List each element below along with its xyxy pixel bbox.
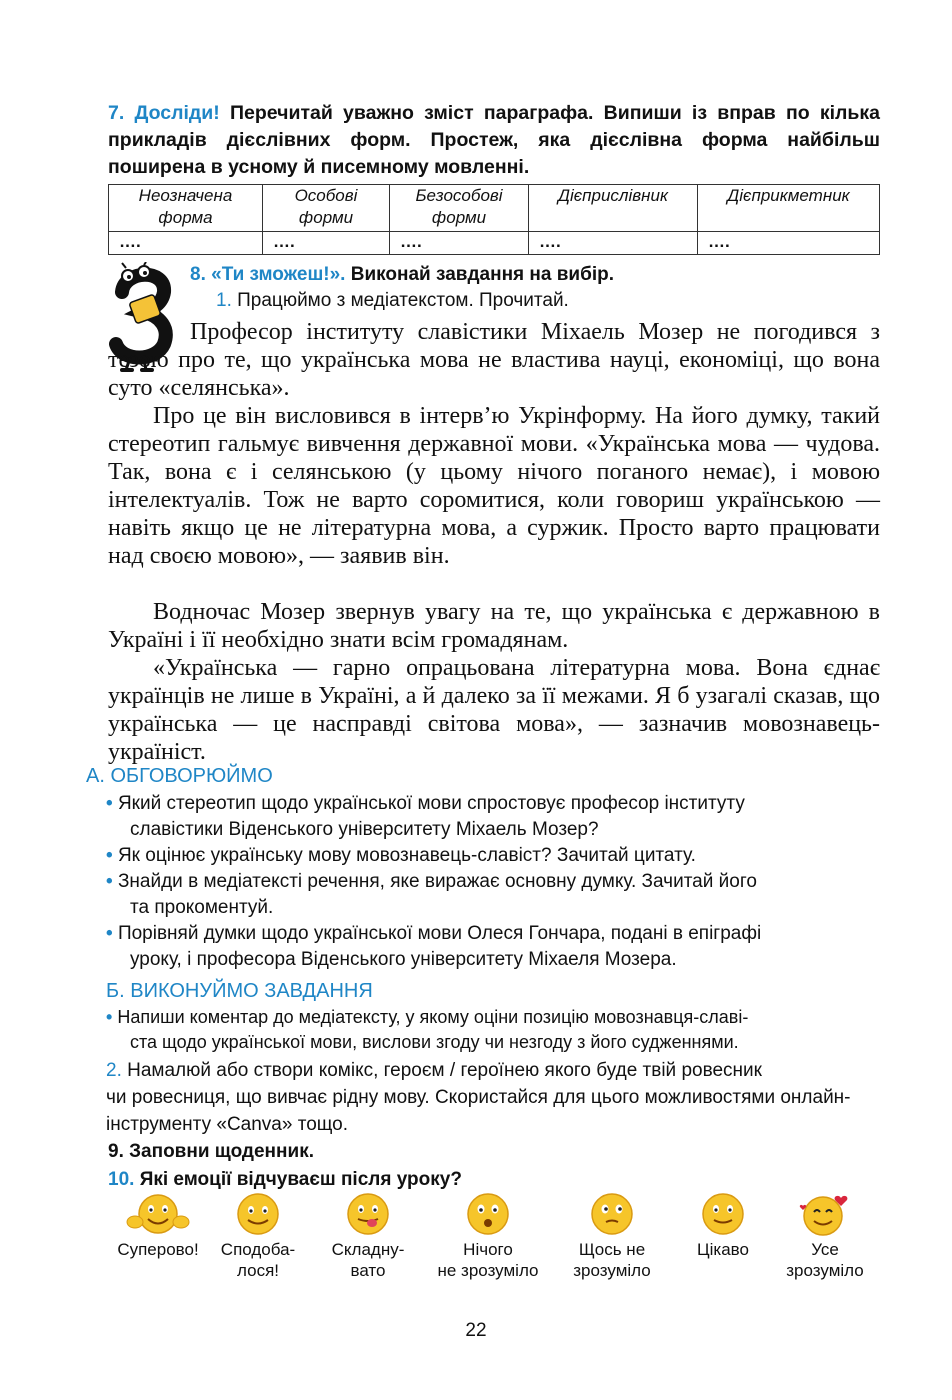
emotion-liked[interactable] xyxy=(198,1192,318,1281)
task-8 xyxy=(190,264,614,286)
bullet-text: Як оцінює українську мову мовознавець-славіст? Зачитай цитату. xyxy=(117,845,696,866)
list-item xyxy=(106,921,880,973)
task-8-text: Виконай завдання на вибір. xyxy=(350,264,614,285)
emotion-label: Складну- xyxy=(331,1240,405,1259)
surprised-emoji-icon xyxy=(463,1192,513,1236)
tongue-emoji-icon xyxy=(343,1192,393,1236)
mediatext-paragraph-3: Водночас Мозер звернув увагу на те, що українська є державною в Україні і її необхідно знати всім громадянам. xyxy=(108,599,880,653)
mediatext-paragraph-2: Про це він висловився в інтерв’ю Укрінформу. На його думку, такий стереотип гальмує вивчення державної мови. «Українська мова — чудова. Так, вона є і селянською (у цьому нічого поганого немає), і мовою інтелектуалів. Тож не варто соромитися, коли говориш українською — навіть якщо це не літературна мова, а суржик. Просто варто працювати над своєю мовою», — заявив він. xyxy=(108,403,880,569)
table-cell[interactable]: …. xyxy=(698,232,880,255)
task-2-number: 2. xyxy=(106,1060,122,1081)
task-7 xyxy=(108,100,880,181)
emotion-label: Сподоба- xyxy=(220,1240,296,1259)
task-2-text-cont: чи ровесниця, що вивчає рідну мову. Скористайся для цього можливостями онлайн-інструменту «Canva» тощо. xyxy=(106,1087,851,1135)
bullet-icon: • xyxy=(106,793,113,814)
mediatext-paragraph-1: Професор інституту славістики Міхаель Мозер не погодився з тезою про те, що українська мова не властива науці, економіці, що вона суто «селянська». xyxy=(108,319,880,401)
list-item xyxy=(106,791,880,843)
emotion-label: Суперово! xyxy=(117,1240,199,1259)
emotion-something-unclear[interactable] xyxy=(552,1192,672,1281)
emotions-row xyxy=(100,1192,890,1292)
emotion-label: Усе xyxy=(811,1240,839,1259)
bullet-text: Знайди в медіатексті речення, яке виражає основну думку. Зачитай його xyxy=(117,871,757,892)
bullet-text-cont: та прокоментуй. xyxy=(130,897,274,918)
list-item xyxy=(106,869,880,921)
table-header: Неозначена форма xyxy=(109,185,263,232)
bullet-icon: • xyxy=(106,923,113,944)
table-header: Дієприслівник xyxy=(529,185,698,232)
table-cell[interactable]: …. xyxy=(263,232,390,255)
task-7-number: 7. Досліди! xyxy=(108,102,220,124)
task-2-text: Намалюй або створи комікс, героєм / героїнею якого буде твій ровесник xyxy=(127,1060,762,1081)
section-a-title: А. ОБГОВОРЮЙМО xyxy=(86,765,273,787)
emotion-all-clear[interactable] xyxy=(765,1192,885,1281)
bullet-text-cont: славістики Віденського університету Міхаель Мозер? xyxy=(130,819,599,840)
emotion-label: лося! xyxy=(237,1261,279,1280)
emotion-nothing-understood[interactable] xyxy=(428,1192,548,1281)
bullet-text-cont: ста щодо української мови, вислови згоду чи незгоду з його судженнями. xyxy=(130,1032,739,1052)
emotion-difficult[interactable] xyxy=(308,1192,428,1281)
section-b-title: Б. ВИКОНУЙМО ЗАВДАННЯ xyxy=(106,980,373,1002)
table-cell[interactable]: …. xyxy=(529,232,698,255)
task-7-text: Перечитай уважно зміст параграфа. Випиши із вправ по кілька прикладів дієслівних форм. Простеж, яка дієслівна форма найбільш поширена в усному й писемному мовленні. xyxy=(108,102,881,178)
super-emoji-icon xyxy=(126,1192,190,1236)
confused-emoji-icon xyxy=(587,1192,637,1236)
table-header: Дієприкметник xyxy=(698,185,880,232)
emotion-label: вато xyxy=(350,1261,386,1280)
task-8-sub-1 xyxy=(216,290,569,312)
task-10-text: Які емоції відчуваєш після уроку? xyxy=(139,1169,462,1190)
table-cell[interactable]: …. xyxy=(109,232,263,255)
table-header: Особові форми xyxy=(263,185,390,232)
emotion-label: Щось не xyxy=(578,1240,646,1259)
task-10-number: 10. xyxy=(108,1169,135,1190)
bullet-icon: • xyxy=(106,845,113,866)
page-number: 22 xyxy=(465,1320,487,1341)
task-10 xyxy=(108,1169,462,1191)
love-emoji-icon xyxy=(797,1192,853,1236)
table-header: Безособові форми xyxy=(390,185,529,232)
list-item xyxy=(106,1005,880,1055)
bullet-icon: • xyxy=(106,1007,113,1027)
task-b-2 xyxy=(106,1057,880,1138)
list-item xyxy=(106,843,880,869)
bullet-icon: • xyxy=(106,871,113,892)
emotion-label: зрозуміло xyxy=(786,1261,864,1280)
task-8-number: 8. «Ти зможеш!». xyxy=(190,264,346,285)
mediatext-paragraph-4: «Українська — гарно опрацьована літературна мова. Вона єднає українців не лише в Україні, а й далеко за її межами. Я б узагалі сказав, що українська — це насправді світова мова», — зазначив мовознавець-україніст. xyxy=(108,655,880,765)
bullet-text: Порівняй думки щодо української мови Олеся Гончара, подані в епіграфі xyxy=(117,923,762,944)
bullet-text: Напиши коментар до медіатексту, у якому оціни позицію мовознавця-славі- xyxy=(117,1007,749,1027)
sub-1-text: Працюймо з медіатекстом. Прочитай. xyxy=(237,290,569,311)
emotion-label: Нічого xyxy=(463,1240,513,1259)
bullet-text: Який стереотип щодо української мови спростовує професор інституту xyxy=(117,793,745,814)
emotion-label: не зрозуміло xyxy=(437,1261,539,1280)
emotion-label: Цікаво xyxy=(697,1240,749,1259)
smile-emoji-icon xyxy=(233,1192,283,1236)
sub-1-number: 1. xyxy=(216,290,232,311)
wink-emoji-icon xyxy=(698,1192,748,1236)
emotion-label: зрозуміло xyxy=(573,1261,651,1280)
bullet-text-cont: уроку, і професора Віденського університету Міхаеля Мозера. xyxy=(130,949,677,970)
verb-forms-table xyxy=(108,184,880,255)
table-cell[interactable]: …. xyxy=(390,232,529,255)
task-9: 9. Заповни щоденник. xyxy=(108,1141,314,1162)
